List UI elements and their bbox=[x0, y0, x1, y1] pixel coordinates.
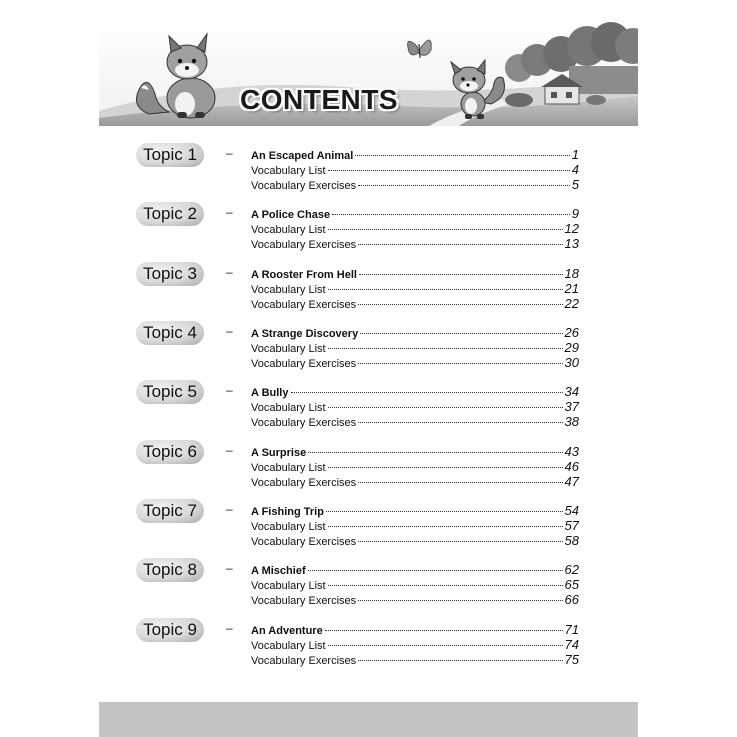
leader-dots bbox=[325, 630, 563, 631]
topic-label: Topic 6 bbox=[136, 440, 204, 464]
topic-dash: – bbox=[226, 146, 233, 160]
leader-dots bbox=[328, 289, 563, 290]
page-number: 4 bbox=[571, 162, 579, 177]
contents-page bbox=[99, 0, 638, 737]
toc-row-story[interactable] bbox=[251, 206, 579, 221]
toc-row-vocab-list[interactable] bbox=[251, 459, 579, 474]
toc-row-vocab-list[interactable] bbox=[251, 221, 579, 236]
leader-dots bbox=[328, 526, 563, 527]
toc-row-vocab-exercises[interactable] bbox=[251, 414, 579, 429]
leader-dots bbox=[358, 185, 570, 186]
topic-label: Topic 8 bbox=[136, 558, 204, 582]
story-title: A Bully bbox=[251, 387, 289, 399]
topic-dash: – bbox=[226, 324, 233, 338]
page-number: 66 bbox=[564, 592, 579, 607]
leader-dots bbox=[328, 585, 563, 586]
topic-label: Topic 2 bbox=[136, 202, 204, 226]
toc-row-vocab-exercises[interactable] bbox=[251, 177, 579, 192]
topic-entry bbox=[99, 380, 638, 440]
page-number: 26 bbox=[564, 325, 579, 340]
toc-row-story[interactable] bbox=[251, 503, 579, 518]
leader-dots bbox=[358, 304, 562, 305]
page-number: 5 bbox=[571, 177, 579, 192]
page-number: 74 bbox=[564, 637, 579, 652]
topic-entry bbox=[99, 262, 638, 322]
leader-dots bbox=[291, 392, 563, 393]
topic-entry bbox=[99, 143, 638, 203]
topic-label: Topic 4 bbox=[136, 321, 204, 345]
topic-label: Topic 7 bbox=[136, 499, 204, 523]
page-number: 47 bbox=[564, 474, 579, 489]
leader-dots bbox=[328, 170, 570, 171]
vocab-exercises-label: Vocabulary Exercises bbox=[251, 180, 357, 192]
vocab-list-label: Vocabulary List bbox=[251, 640, 326, 652]
leader-dots bbox=[358, 600, 562, 601]
toc-row-vocab-exercises[interactable] bbox=[251, 236, 579, 251]
leader-dots bbox=[328, 229, 563, 230]
page-number: 22 bbox=[564, 296, 579, 311]
toc-row-vocab-exercises[interactable] bbox=[251, 296, 579, 311]
page-number: 1 bbox=[571, 147, 579, 162]
topic-label: Topic 5 bbox=[136, 380, 204, 404]
toc-row-vocab-list[interactable] bbox=[251, 281, 579, 296]
topic-dash: – bbox=[226, 502, 233, 516]
leader-dots bbox=[358, 541, 562, 542]
page-number: 21 bbox=[564, 281, 579, 296]
toc-row-vocab-exercises[interactable] bbox=[251, 355, 579, 370]
toc-row-story[interactable] bbox=[251, 622, 579, 637]
story-title: A Mischief bbox=[251, 565, 306, 577]
toc-row-vocab-list[interactable] bbox=[251, 340, 579, 355]
page-number: 38 bbox=[564, 414, 579, 429]
page-number: 13 bbox=[564, 236, 579, 251]
story-title: A Fishing Trip bbox=[251, 506, 324, 518]
leader-dots bbox=[358, 244, 562, 245]
leader-dots bbox=[328, 348, 563, 349]
vocab-exercises-label: Vocabulary Exercises bbox=[251, 239, 357, 251]
leader-dots bbox=[358, 422, 562, 423]
topic-entry bbox=[99, 558, 638, 618]
footer-bar bbox=[99, 702, 638, 737]
toc-row-story[interactable] bbox=[251, 384, 579, 399]
page-number: 58 bbox=[564, 533, 579, 548]
story-title: An Adventure bbox=[251, 625, 323, 637]
vocab-exercises-label: Vocabulary Exercises bbox=[251, 536, 357, 548]
vocab-exercises-label: Vocabulary Exercises bbox=[251, 299, 357, 311]
topic-dash: – bbox=[226, 383, 233, 397]
page-title: CONTENTS bbox=[240, 84, 398, 115]
page-number: 29 bbox=[564, 340, 579, 355]
leader-dots bbox=[358, 660, 562, 661]
leader-dots bbox=[355, 155, 569, 156]
topic-entry bbox=[99, 321, 638, 381]
toc-row-story[interactable] bbox=[251, 147, 579, 162]
leader-dots bbox=[328, 467, 563, 468]
toc-row-vocab-list[interactable] bbox=[251, 637, 579, 652]
leader-dots bbox=[308, 570, 563, 571]
topic-dash: – bbox=[226, 443, 233, 457]
story-title: A Rooster From Hell bbox=[251, 269, 357, 281]
leader-dots bbox=[358, 363, 562, 364]
vocab-exercises-label: Vocabulary Exercises bbox=[251, 358, 357, 370]
page-number: 9 bbox=[571, 206, 579, 221]
toc-row-story[interactable] bbox=[251, 325, 579, 340]
leader-dots bbox=[328, 645, 563, 646]
page-number: 37 bbox=[564, 399, 579, 414]
topic-label: Topic 3 bbox=[136, 262, 204, 286]
leader-dots bbox=[308, 452, 562, 453]
vocab-exercises-label: Vocabulary Exercises bbox=[251, 655, 357, 667]
vocab-list-label: Vocabulary List bbox=[251, 462, 326, 474]
vocab-list-label: Vocabulary List bbox=[251, 521, 326, 533]
topic-dash: – bbox=[226, 205, 233, 219]
vocab-list-label: Vocabulary List bbox=[251, 284, 326, 296]
vocab-exercises-label: Vocabulary Exercises bbox=[251, 417, 357, 429]
page-number: 57 bbox=[564, 518, 579, 533]
leader-dots bbox=[359, 274, 563, 275]
page-number: 18 bbox=[564, 266, 579, 281]
leader-dots bbox=[358, 482, 562, 483]
story-title: A Strange Discovery bbox=[251, 328, 359, 340]
page-number: 65 bbox=[564, 577, 579, 592]
leader-dots bbox=[328, 407, 563, 408]
toc-row-story[interactable] bbox=[251, 444, 579, 459]
toc-row-vocab-exercises[interactable] bbox=[251, 652, 579, 667]
topic-entry bbox=[99, 202, 638, 262]
topic-entry bbox=[99, 618, 638, 678]
leader-dots bbox=[332, 214, 570, 215]
leader-dots bbox=[326, 511, 563, 512]
toc-row-vocab-list[interactable] bbox=[251, 399, 579, 414]
page-number: 34 bbox=[564, 384, 579, 399]
toc-row-vocab-list[interactable] bbox=[251, 577, 579, 592]
page-number: 43 bbox=[564, 444, 579, 459]
vocab-list-label: Vocabulary List bbox=[251, 343, 326, 355]
story-title: A Surprise bbox=[251, 447, 307, 459]
page-number: 75 bbox=[564, 652, 579, 667]
vocab-list-label: Vocabulary List bbox=[251, 165, 326, 177]
toc-row-vocab-exercises[interactable] bbox=[251, 474, 579, 489]
topic-label: Topic 9 bbox=[136, 618, 204, 642]
vocab-list-label: Vocabulary List bbox=[251, 224, 326, 236]
toc-row-vocab-exercises[interactable] bbox=[251, 533, 579, 548]
page-number: 54 bbox=[564, 503, 579, 518]
page-number: 12 bbox=[564, 221, 579, 236]
page-number: 62 bbox=[564, 562, 579, 577]
topic-dash: – bbox=[226, 621, 233, 635]
page-number: 30 bbox=[564, 355, 579, 370]
vocab-list-label: Vocabulary List bbox=[251, 580, 326, 592]
toc-row-vocab-list[interactable] bbox=[251, 162, 579, 177]
vocab-list-label: Vocabulary List bbox=[251, 402, 326, 414]
vocab-exercises-label: Vocabulary Exercises bbox=[251, 477, 357, 489]
topic-entry bbox=[99, 499, 638, 559]
page-number: 46 bbox=[564, 459, 579, 474]
topic-dash: – bbox=[226, 265, 233, 279]
toc-row-story[interactable] bbox=[251, 562, 579, 577]
toc-row-vocab-list[interactable] bbox=[251, 518, 579, 533]
toc-row-vocab-exercises[interactable] bbox=[251, 592, 579, 607]
vocab-exercises-label: Vocabulary Exercises bbox=[251, 595, 357, 607]
topic-entry bbox=[99, 440, 638, 500]
story-title: A Police Chase bbox=[251, 209, 331, 221]
topic-dash: – bbox=[226, 561, 233, 575]
toc-row-story[interactable] bbox=[251, 266, 579, 281]
story-title: An Escaped Animal bbox=[251, 150, 354, 162]
page-number: 71 bbox=[564, 622, 579, 637]
topic-label: Topic 1 bbox=[136, 143, 204, 167]
leader-dots bbox=[360, 333, 562, 334]
